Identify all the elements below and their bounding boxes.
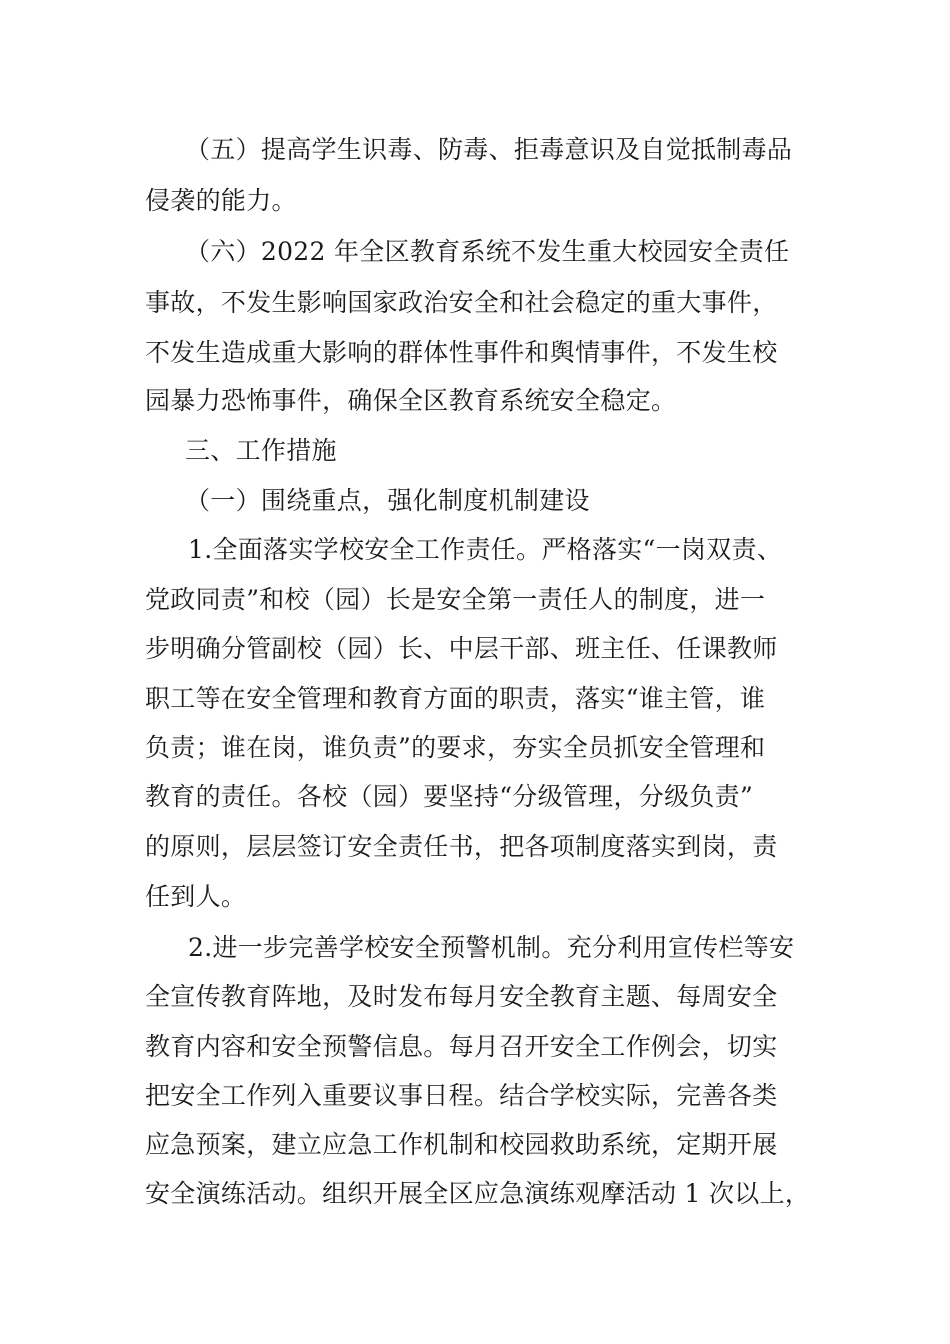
section-heading: 三、工作措施: [185, 436, 337, 465]
paragraph-line: 侵袭的能力。: [145, 186, 297, 215]
paragraph-line: 不发生造成重大影响的群体性事件和舆情事件，不发生校: [145, 338, 778, 367]
paragraph-line: 教育的责任。各校（园）要坚持“分级管理，分级负责”: [145, 782, 754, 811]
paragraph-line: 职工等在安全管理和教育方面的职责，落实“谁主管，谁: [145, 684, 766, 713]
paragraph-line: 全宣传教育阵地，及时发布每月安全教育主题、每周安全: [145, 982, 778, 1011]
subsection-heading: （一）围绕重点，强化制度机制建设: [185, 486, 590, 515]
paragraph-line: 步明确分管副校（园）长、中层干部、班主任、任课教师: [145, 634, 778, 663]
paragraph-line: 党政同责”和校（园）长是安全第一责任人的制度，进一: [145, 585, 766, 614]
paragraph-line: 应急预案，建立应急工作机制和校园救助系统，定期开展: [145, 1130, 778, 1159]
paragraph-line: 教育内容和安全预警信息。每月召开安全工作例会，切实: [145, 1032, 778, 1061]
paragraph-line: 2.进一步完善学校安全预警机制。充分利用宣传栏等安: [188, 933, 795, 962]
paragraph-line: （六）2022 年全区教育系统不发生重大校园安全责任: [185, 237, 790, 266]
paragraph-line: 事故，不发生影响国家政治安全和社会稳定的重大事件，: [145, 288, 778, 317]
paragraph-line: （五）提高学生识毒、防毒、拒毒意识及自觉抵制毒品: [185, 135, 793, 164]
paragraph-line: 任到人。: [145, 882, 247, 911]
paragraph-line: 把安全工作列入重要议事日程。结合学校实际，完善各类: [145, 1081, 778, 1110]
paragraph-line: 园暴力恐怖事件，确保全区教育系统安全稳定。: [145, 386, 677, 415]
paragraph-line: 安全演练活动。组织开展全区应急演练观摩活动 1 次以上，: [145, 1179, 811, 1208]
paragraph-line: 负责；谁在岗，谁负责”的要求，夯实全员抓安全管理和: [145, 733, 766, 762]
paragraph-line: 1.全面落实学校安全工作责任。严格落实“一岗双责、: [188, 535, 783, 564]
paragraph-line: 的原则，层层签订安全责任书，把各项制度落实到岗，责: [145, 832, 778, 861]
